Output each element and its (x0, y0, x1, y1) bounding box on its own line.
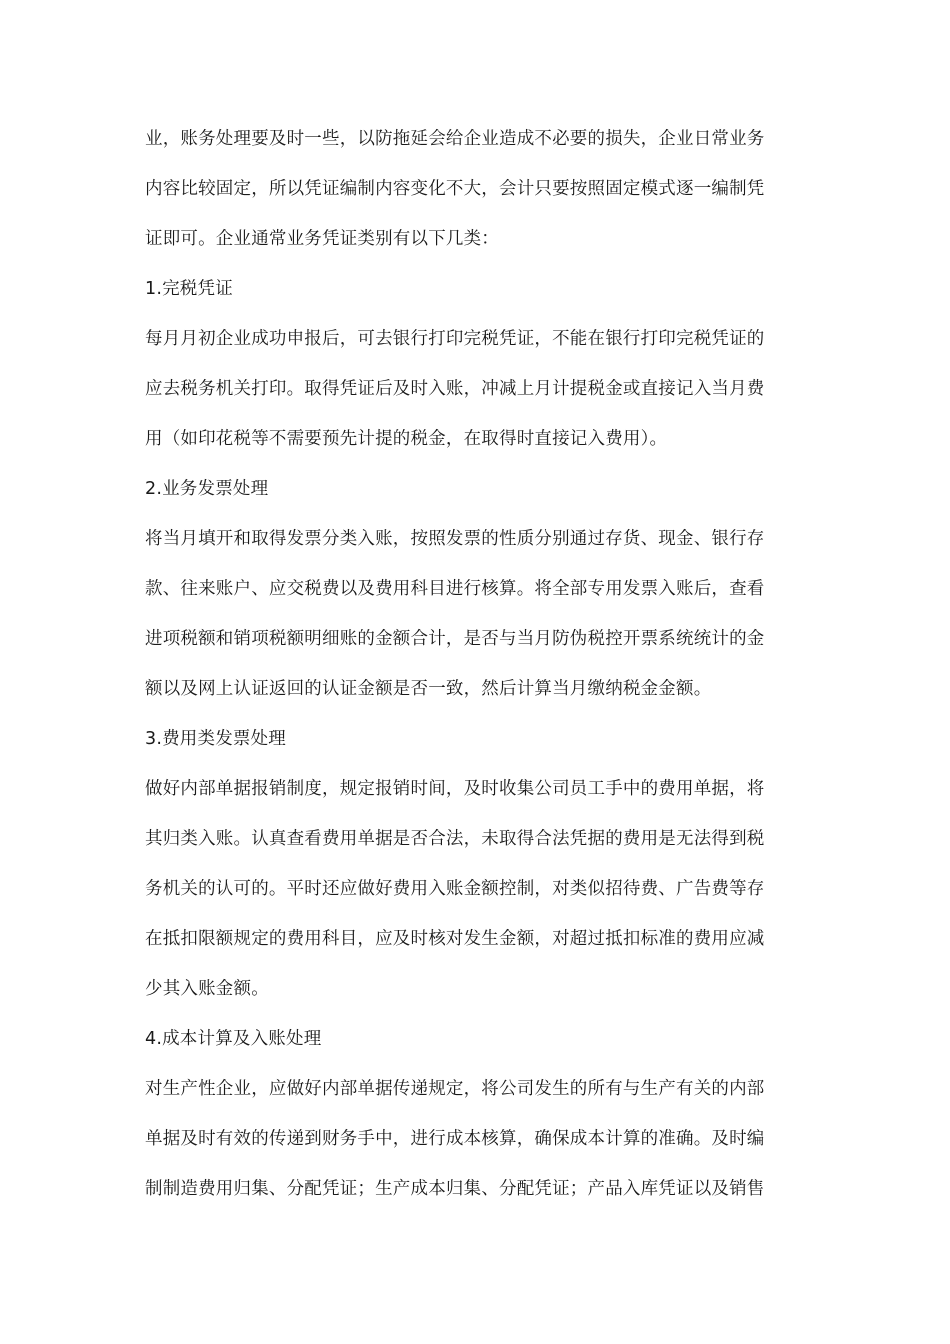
text-line-1: 业，账务处理要及时一些，以防拖延会给企业造成不必要的损失，企业日常业务 (145, 129, 765, 149)
text-line-22: 制制造费用归集、分配凭证；生产成本归集、分配凭证；产品入库凭证以及销售 (145, 1179, 765, 1199)
text-line-3: 证即可。企业通常业务凭证类别有以下几类： (145, 229, 499, 249)
text-line-15: 其归类入账。认真查看费用单据是否合法，未取得合法凭据的费用是无法得到税 (145, 829, 765, 849)
text-line-7: 用（如印花税等不需要预先计提的税金，在取得时直接记入费用）。 (145, 429, 668, 449)
text-line-6: 应去税务机关打印。取得凭证后及时入账，冲减上月计提税金或直接记入当月费 (145, 379, 765, 399)
text-line-17: 在抵扣限额规定的费用科目，应及时核对发生金额，对超过抵扣标准的费用应减 (145, 929, 765, 949)
text-line-18: 少其入账金额。 (145, 979, 269, 999)
text-line-20: 对生产性企业，应做好内部单据传递规定，将公司发生的所有与生产有关的内部 (145, 1079, 765, 1099)
section-heading-1: 1.完税凭证 (145, 279, 233, 299)
text-line-12: 额以及网上认证返回的认证金额是否一致，然后计算当月缴纳税金金额。 (145, 679, 712, 699)
text-line-16: 务机关的认可的。平时还应做好费用入账金额控制，对类似招待费、广告费等存 (145, 879, 765, 899)
text-line-21: 单据及时有效的传递到财务手中，进行成本核算，确保成本计算的准确。及时编 (145, 1129, 765, 1149)
section-heading-4: 4.成本计算及入账处理 (145, 1029, 322, 1049)
section-heading-3: 3.费用类发票处理 (145, 729, 286, 749)
text-line-11: 进项税额和销项税额明细账的金额合计，是否与当月防伪税控开票系统统计的金 (145, 629, 765, 649)
text-line-2: 内容比较固定，所以凭证编制内容变化不大，会计只要按照固定模式逐一编制凭 (145, 179, 765, 199)
text-line-9: 将当月填开和取得发票分类入账，按照发票的性质分别通过存货、现金、银行存 (145, 529, 765, 549)
text-line-14: 做好内部单据报销制度，规定报销时间，及时收集公司员工手中的费用单据，将 (145, 779, 765, 799)
section-heading-2: 2.业务发票处理 (145, 479, 269, 499)
text-line-5: 每月月初企业成功申报后，可去银行打印完税凭证，不能在银行打印完税凭证的 (145, 329, 765, 349)
text-line-10: 款、往来账户、应交税费以及费用科目进行核算。将全部专用发票入账后，查看 (145, 579, 765, 599)
